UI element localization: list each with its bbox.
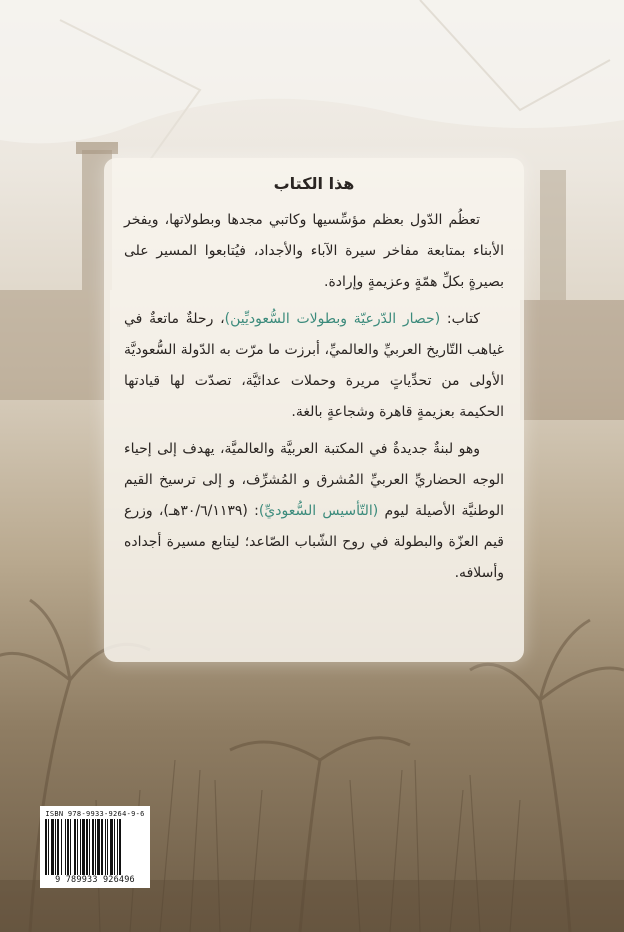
barcode-bar <box>55 819 56 875</box>
isbn-label: ISBN 978-9933-9264-9-6 <box>45 810 145 818</box>
barcode-bar <box>48 819 49 875</box>
barcode-bar <box>89 819 90 875</box>
barcode-bar <box>86 819 88 875</box>
barcode-bar <box>114 819 115 875</box>
barcode-bar <box>101 819 103 875</box>
barcode-bar <box>105 819 106 875</box>
paragraph-book <box>124 304 504 428</box>
barcode-bar <box>92 819 94 875</box>
book-prefix: كتاب: <box>440 311 480 327</box>
founding-date: : (٣٠/٦/١١٣٩هـ) <box>163 503 259 519</box>
founding-day-highlight: (التّأسيس السُّعوديِّ) <box>258 503 379 519</box>
paragraph-intro <box>124 205 504 298</box>
panel-title: هذا الكتاب <box>273 174 355 193</box>
isbn-barcode <box>40 806 150 888</box>
barcode-bar <box>45 819 47 875</box>
book-description-panel <box>104 158 524 662</box>
purpose-rest-text: ، وزرع قيم العزّة والبطولة في روح الشّباب الصّاعد؛ ليتابع مسيرة أجداده وأسلافه. <box>124 503 504 581</box>
barcode-bar <box>95 819 96 875</box>
barcode-bar <box>80 819 81 875</box>
barcode-bars <box>44 819 146 875</box>
barcode-bar <box>70 819 71 875</box>
book-title-highlight: (حصار الدّرعيّة وبطولات السُّعوديِّين) <box>224 311 441 327</box>
paragraph-intro-text: تعظُم الدّول بعظم مؤسِّسيها وكاتبي مجدها وبطولاتها، ويفخر الأبناء بمتابعة مفاخر سيرة الآباء والأجداد، فيُتابعوا المسير على بصيرةٍ بكلِّ همّةٍ وعزيمةٍ وإرادة. <box>124 212 504 290</box>
barcode-bar <box>97 819 100 875</box>
paragraph-purpose <box>124 434 504 589</box>
purpose-text: وهو لبنةٌ جديدةٌ في المكتبة العربيَّة والعالميَّة، يهدف إلى إحياء الوجه الحضاريِّ العربيِّ المُشرق و المُشرِّف، و إلى ترسيخ القيم الوطنيَّة الأصيلة ليوم <box>124 441 504 519</box>
barcode-bar <box>107 819 108 875</box>
book-description-text: ، رحلةٌ ماتعةٌ في غياهب التّاريخ العربيِّ والعالميِّ، أبرزت ما مرّت به الدّولة السُّعوديَّة الأولى من تحدِّياتٍ مريرة وحملات عدائيَّة، تصدّت لها قيادتها الحكيمة بعزيمةٍ قاهرة وشجاعةٍ بالغة. <box>124 311 504 420</box>
barcode-bar <box>82 819 85 875</box>
barcode-bar <box>110 819 113 875</box>
barcode-bar <box>119 819 121 875</box>
barcode-bar <box>77 819 78 875</box>
barcode-bar <box>57 819 59 875</box>
barcode-bar <box>67 819 69 875</box>
barcode-bar <box>61 819 62 875</box>
barcode-digits: 9 789933 926496 <box>55 875 135 885</box>
barcode-bar <box>117 819 118 875</box>
barcode-bar <box>51 819 54 875</box>
barcode-bar <box>65 819 66 875</box>
barcode-bar <box>74 819 76 875</box>
